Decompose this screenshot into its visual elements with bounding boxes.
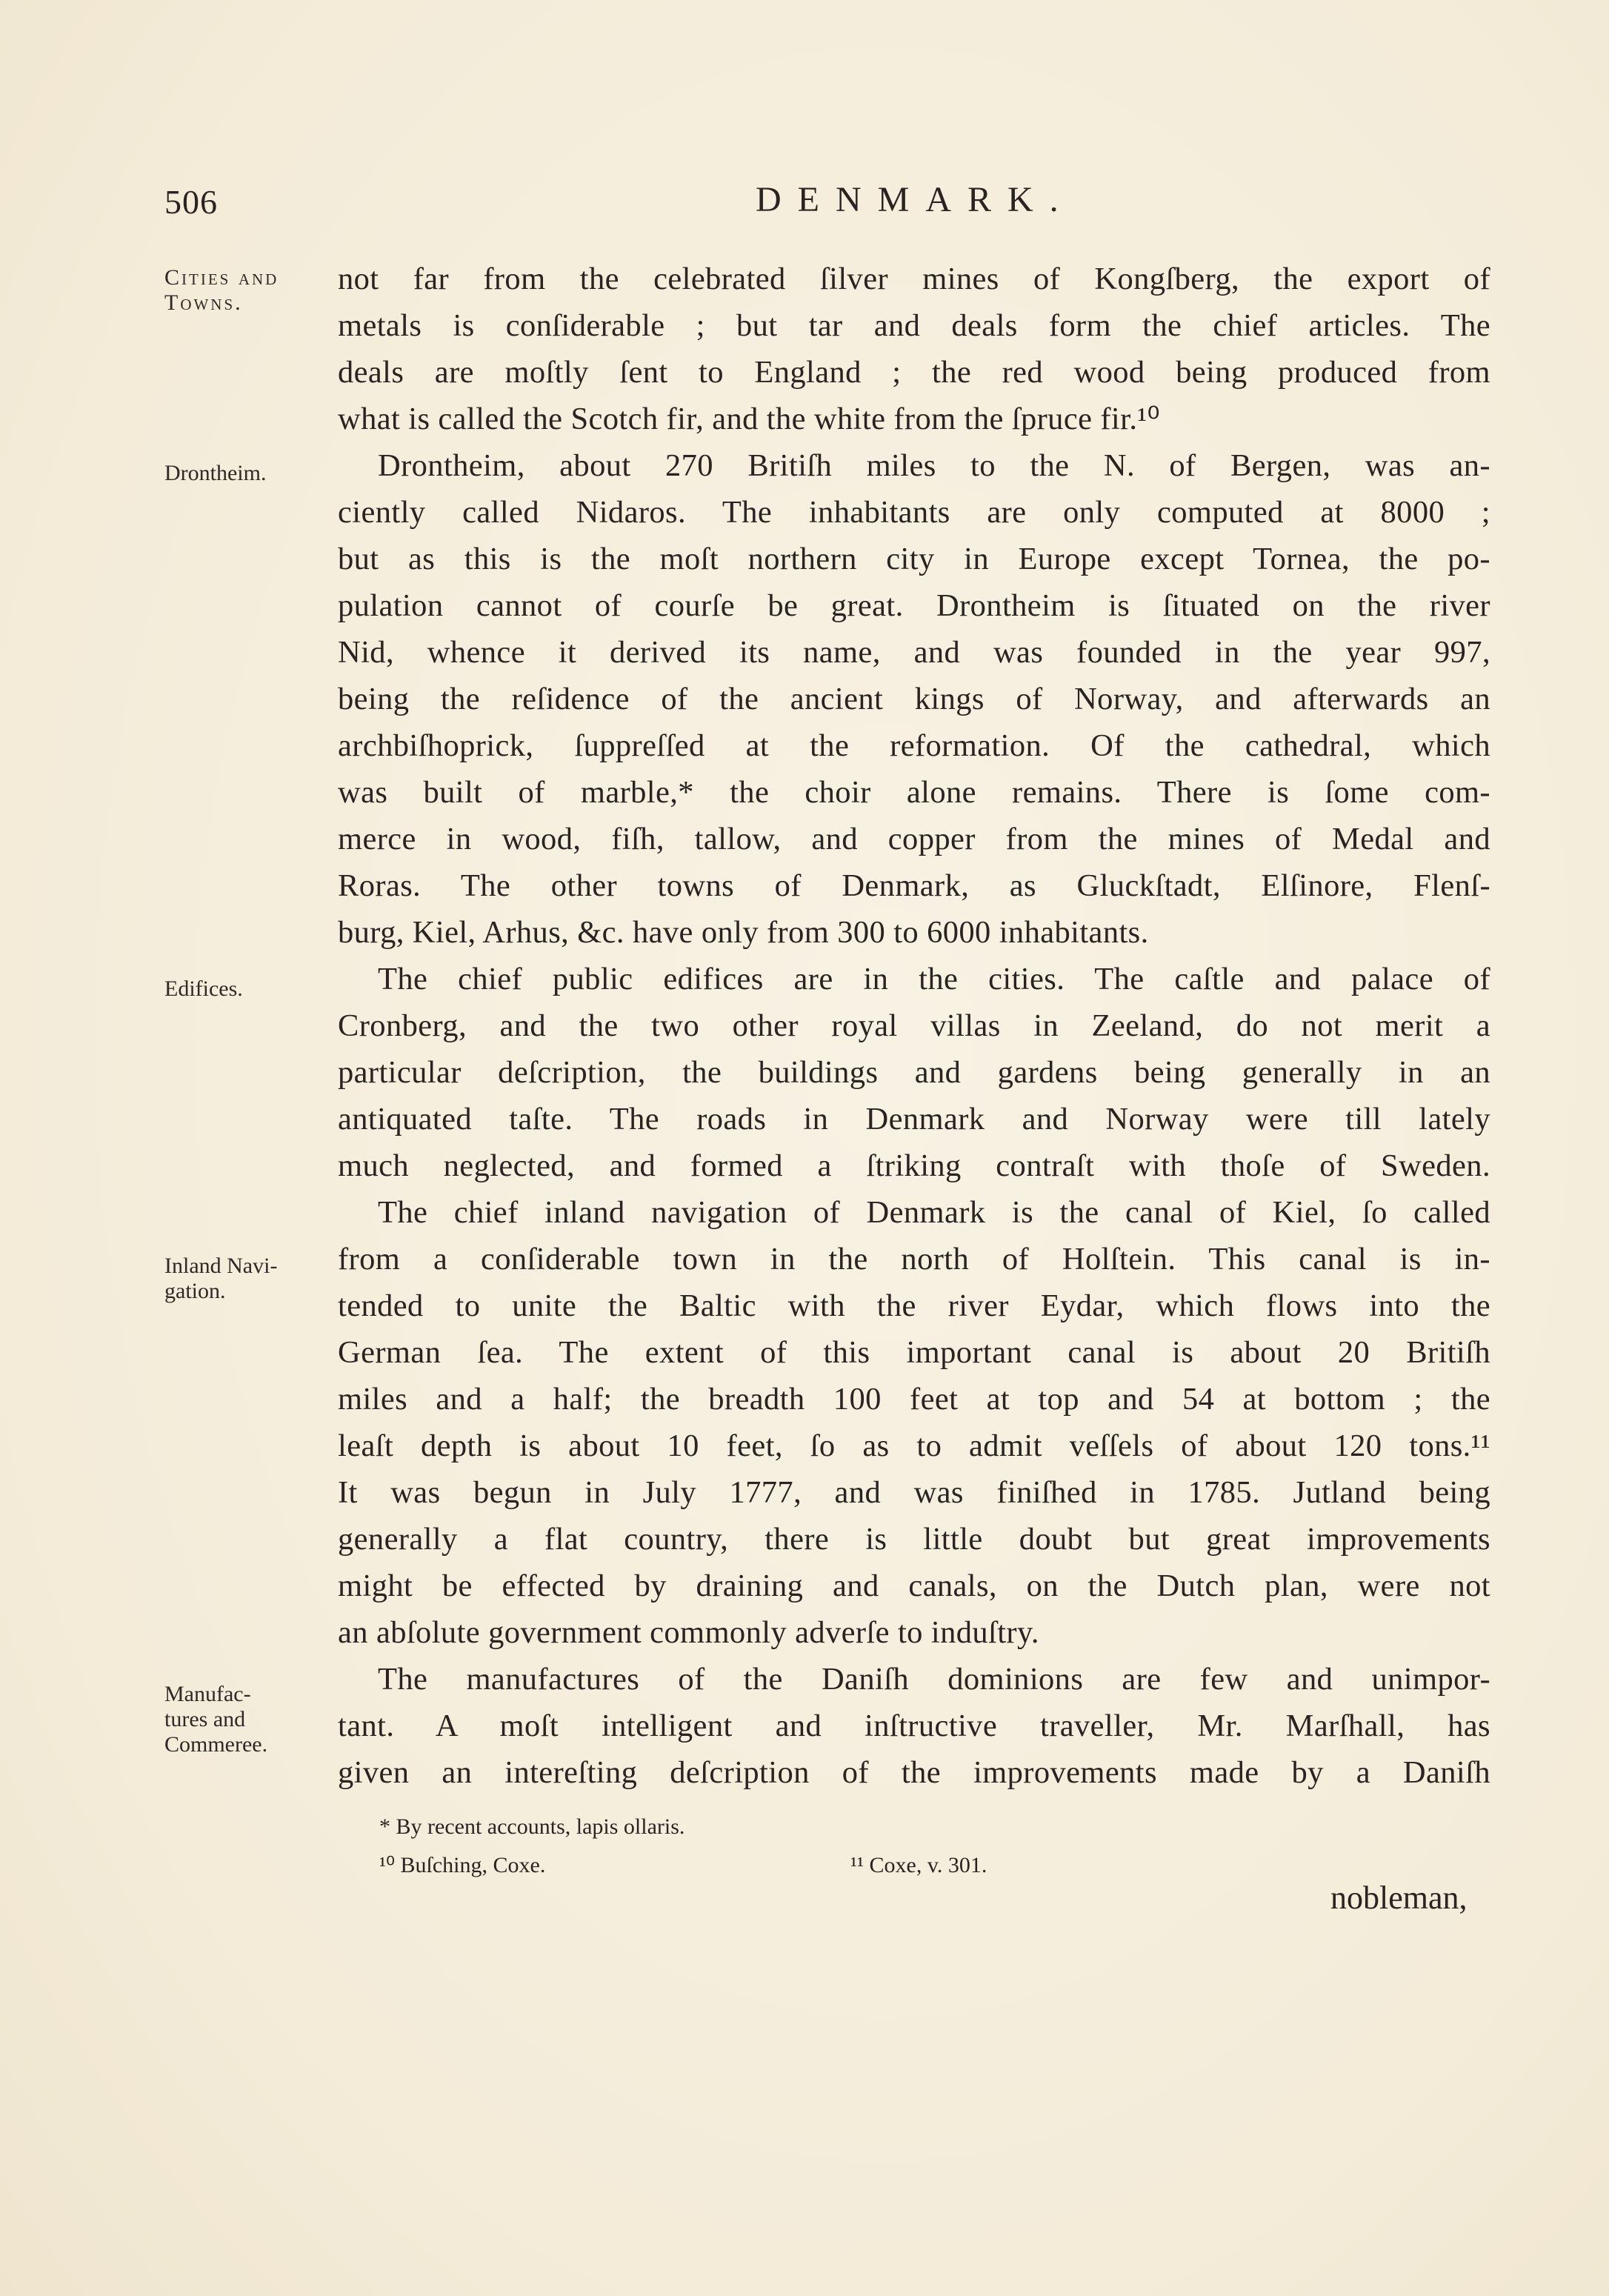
- body-line: tended to unite the Baltic with the river Eydar, which flows into the: [338, 1288, 1490, 1323]
- body-line: was built of marble,* the choir alone remains. There is ſome com-: [338, 775, 1490, 810]
- body-line: generally a flat country, there is little doubt but great improvements: [338, 1522, 1490, 1557]
- body-line: The chief inland navigation of Denmark is the canal of Kiel, ſo called: [378, 1195, 1490, 1230]
- footnote-row: [379, 1846, 1416, 1885]
- body-line: It was begun in July 1777, and was finiſhed in 1785. Jutland being: [338, 1475, 1490, 1510]
- body-line: The chief public edifices are in the cities. The caſtle and palace of: [378, 962, 1490, 996]
- margin-note-edifices: Edifices.: [164, 976, 243, 1001]
- body-line: The manufactures of the Daniſh dominions are few and unimpor-: [378, 1662, 1490, 1697]
- margin-note-drontheim: Drontheim.: [164, 461, 267, 485]
- page-header: [0, 175, 1609, 234]
- body-line: ciently called Nidaros. The inhabitants are only computed at 8000 ;: [338, 495, 1490, 530]
- body-line: German ſea. The extent of this important canal is about 20 Britiſh: [338, 1335, 1490, 1370]
- page-number: 506: [164, 183, 218, 221]
- body-line: pulation cannot of courſe be great. Drontheim is ſituated on the river: [338, 588, 1490, 623]
- body-line: being the reſidence of the ancient kings of Norway, and afterwards an: [338, 682, 1490, 716]
- body-line: an abſolute government commonly adverſe to induſtry.: [338, 1615, 1039, 1650]
- margin-note-inland-navigation: Inland Navi- gation.: [164, 1254, 278, 1303]
- body-line: merce in wood, fiſh, tallow, and copper from the mines of Medal and: [338, 822, 1490, 856]
- body-line: much neglected, and formed a ſtriking contraſt with thoſe of Sweden.: [338, 1148, 1490, 1183]
- footnote-11: ¹¹ Coxe, v. 301.: [850, 1853, 987, 1877]
- body-line: burg, Kiel, Arhus, &c. have only from 300 to 6000 inhabitants.: [338, 915, 1149, 950]
- body-line: might be effected by draining and canals, on the Dutch plan, were not: [338, 1568, 1490, 1603]
- footnote-star: * By recent accounts, lapis ollaris.: [379, 1814, 685, 1839]
- body-line: from a conſiderable town in the north of Holſtein. This canal is in-: [338, 1242, 1490, 1277]
- body-line: Cronberg, and the two other royal villas in Zeeland, do not merit a: [338, 1008, 1490, 1043]
- body-line: but as this is the moſt northern city in Europe except Tornea, the po-: [338, 542, 1490, 576]
- running-head: DENMARK.: [756, 180, 1075, 219]
- body-line: Nid, whence it derived its name, and was founded in the year 997,: [338, 635, 1490, 670]
- body-line: not far from the celebrated ſilver mines of Kongſberg, the export of: [338, 262, 1490, 296]
- body-line: Drontheim, about 270 Britiſh miles to the N. of Bergen, was an-: [378, 448, 1490, 483]
- body-line: deals are moſtly ſent to England ; the red wood being produced from: [338, 355, 1490, 390]
- body-line: given an intereſting deſcription of the improvements made by a Daniſh: [338, 1755, 1490, 1790]
- margin-note-cities-and-towns: Cities and Towns.: [164, 265, 279, 315]
- body-line: particular deſcription, the buildings and gardens being generally in an: [338, 1055, 1490, 1090]
- body-line: what is called the Scotch fir, and the white from the ſpruce fir.¹⁰: [338, 402, 1160, 436]
- body-line: miles and a half; the breadth 100 feet at top and 54 at bottom ; the: [338, 1382, 1490, 1417]
- body-line: antiquated taſte. The roads in Denmark and Norway were till lately: [338, 1102, 1490, 1137]
- margin-note-manufactures-and-commerce: Manufac- tures and Commeree.: [164, 1682, 268, 1757]
- catchword: nobleman,: [1330, 1880, 1468, 1916]
- footnote-10: ¹⁰ Buſching, Coxe.: [379, 1853, 546, 1877]
- body-line: metals is conſiderable ; but tar and deals form the chief articles. The: [338, 308, 1490, 343]
- body-text: [338, 256, 1490, 1796]
- body-line: Roras. The other towns of Denmark, as Gluckſtadt, Elſinore, Flenſ-: [338, 868, 1490, 903]
- footnotes: [379, 1808, 1416, 1885]
- body-line: archbiſhoprick, ſuppreſſed at the reformation. Of the cathedral, which: [338, 728, 1490, 763]
- body-line: tant. A moſt intelligent and inſtructive traveller, Mr. Marſhall, has: [338, 1708, 1490, 1743]
- body-line: leaſt depth is about 10 feet, ſo as to admit veſſels of about 120 tons.¹¹: [338, 1428, 1490, 1463]
